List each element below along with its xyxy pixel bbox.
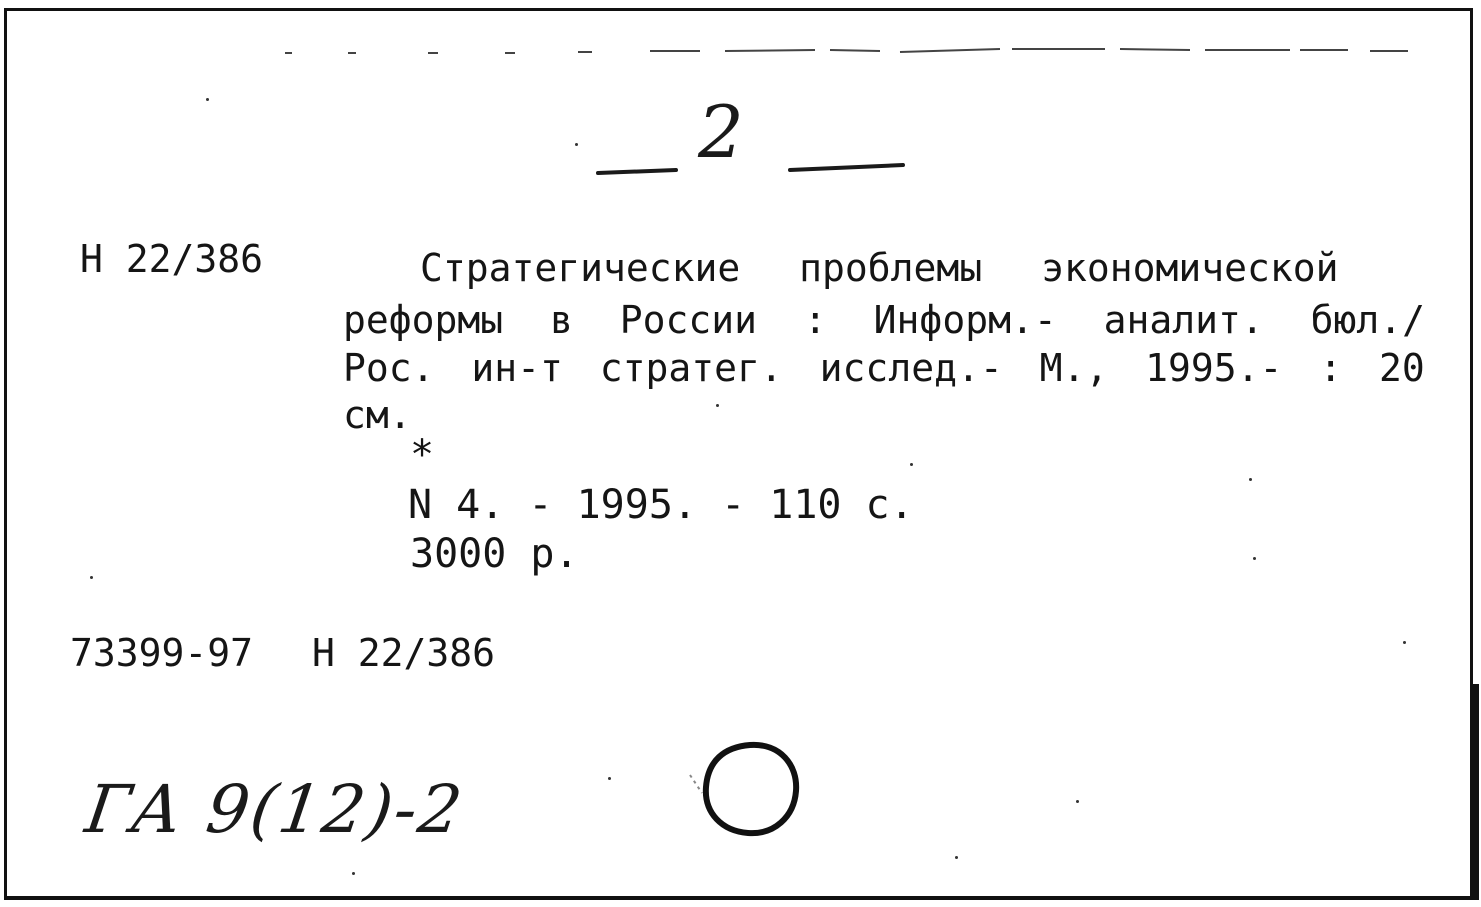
speck	[1249, 478, 1252, 481]
speck	[910, 463, 913, 466]
speck	[1076, 800, 1079, 803]
footer-number: 73399-97	[70, 631, 254, 675]
speck	[608, 777, 611, 780]
title-line: Стратегические проблемы экономической	[420, 246, 1339, 290]
description-line-3: см.	[343, 393, 412, 437]
separator-star: *	[410, 432, 435, 478]
page-number: 2	[698, 90, 744, 174]
speck	[206, 98, 209, 101]
card-edge-bottom	[4, 896, 1476, 900]
issue-line: N 4. - 1995. - 110 с.	[408, 482, 914, 528]
speck	[1253, 557, 1256, 560]
speck	[1403, 641, 1406, 644]
price-line: 3000 р.	[410, 531, 579, 577]
speck	[90, 576, 93, 579]
punch-hole	[680, 735, 820, 845]
handwritten-code: ГА 9(12)-2	[81, 771, 469, 848]
description-line-1: реформы в России : Информ.- аналит. бюл./	[343, 298, 1425, 342]
footer-shelfmark: Н 22/386	[312, 631, 496, 675]
shelfmark: Н 22/386	[80, 237, 264, 281]
description-line-2: Рос. ин-т стратег. исслед.- М., 1995.- : 20	[343, 346, 1425, 390]
card-edge-right-lower	[1470, 684, 1479, 900]
speck	[955, 856, 958, 859]
speck	[575, 143, 578, 146]
speck	[352, 872, 355, 875]
speck	[716, 404, 719, 407]
